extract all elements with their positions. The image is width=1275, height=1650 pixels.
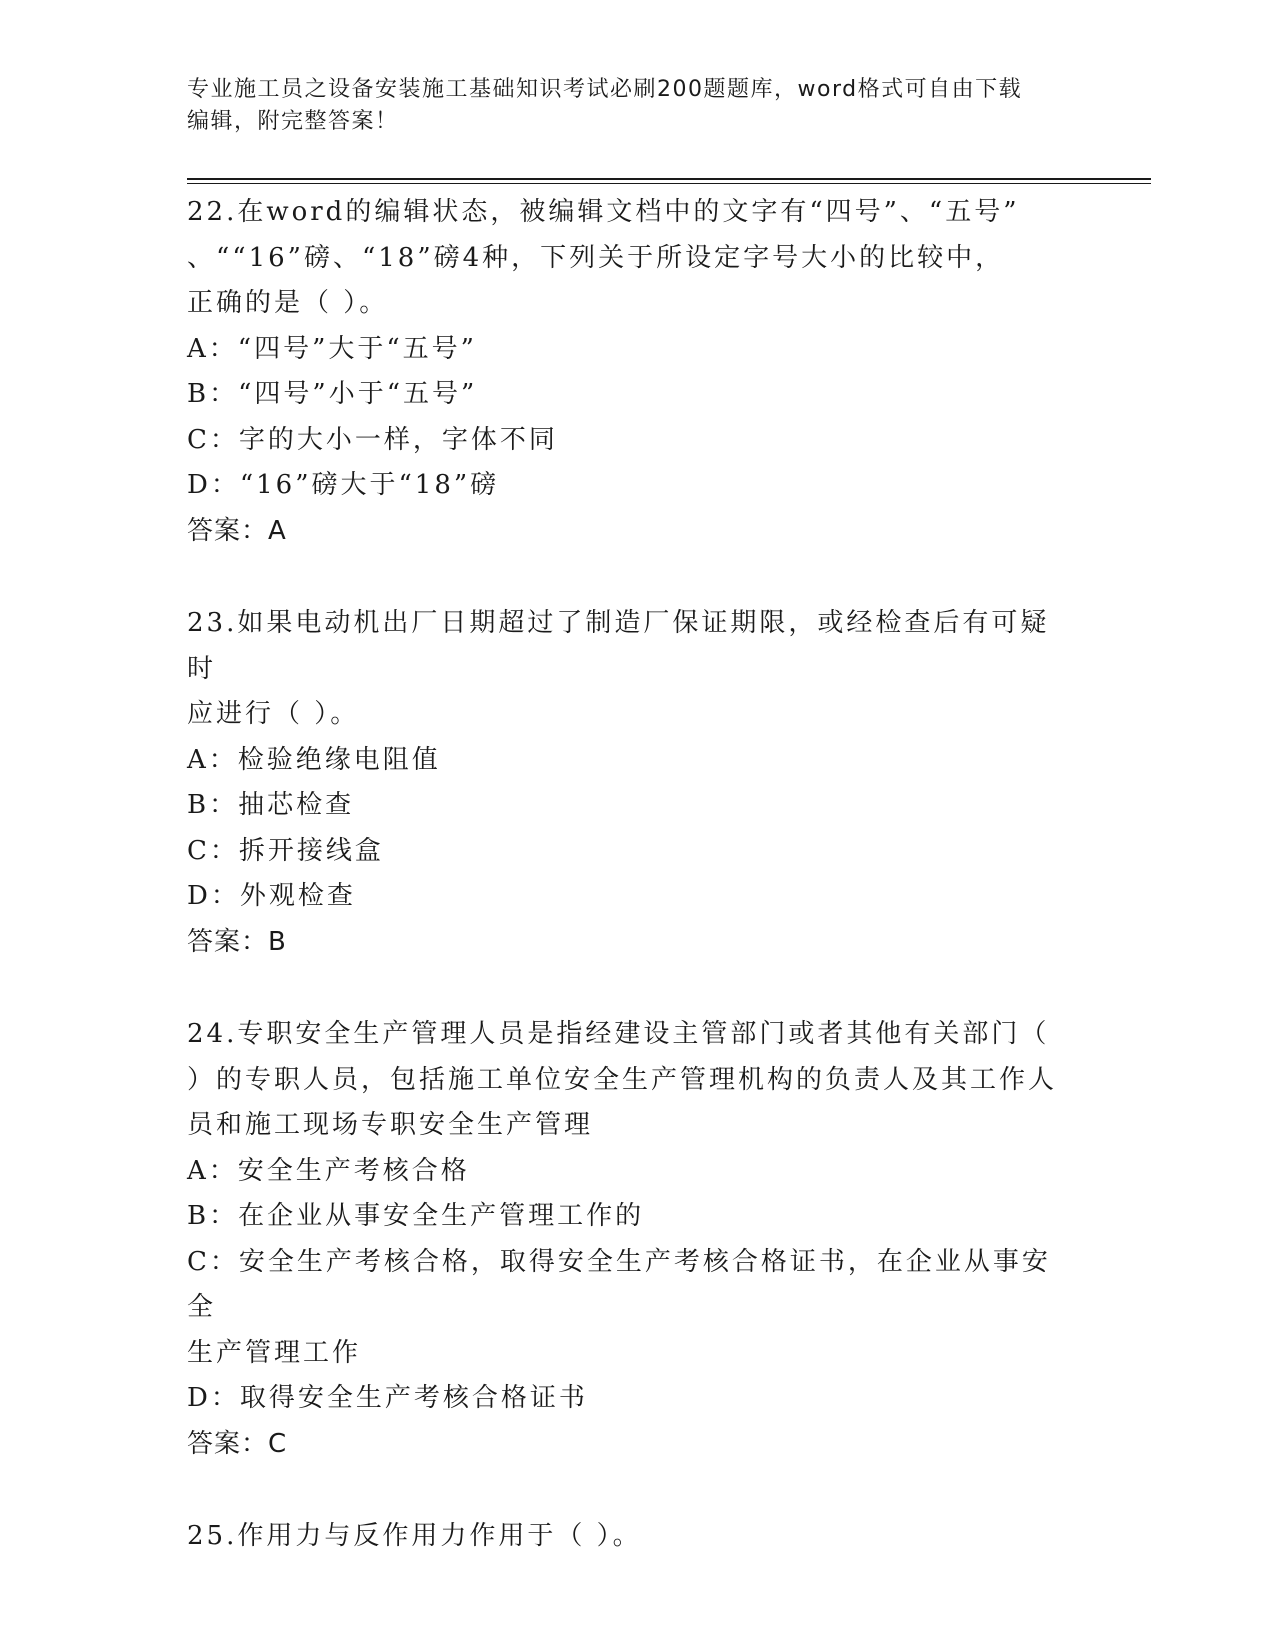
option-c-continued: 生产管理工作	[187, 1337, 362, 1368]
option-a: A：“四号”大于“五号”	[187, 333, 477, 364]
document-header	[187, 74, 1067, 138]
option-d: D：取得安全生产考核合格证书	[187, 1383, 588, 1413]
question-stem-line: 22.在word的编辑状态，被编辑文档中的文字有“四号”、“五号”	[187, 197, 1020, 227]
option-b: B：“四号”小于“五号”	[187, 379, 478, 409]
option-c: C：字的大小一样，字体不同	[187, 424, 558, 455]
answer-line: 答案：C	[187, 1428, 288, 1459]
answer-line: 答案：A	[187, 515, 287, 546]
question-25	[187, 1514, 1077, 1560]
header-line-2: 编辑，附完整答案！	[187, 109, 399, 134]
option-a: A：安全生产考核合格	[187, 1155, 470, 1186]
question-stem-line: 24.专职安全生产管理人员是指经建设主管部门或者其他有关部门（	[187, 1019, 1050, 1049]
question-stem-line: 25.作用力与反作用力作用于（ ）。	[187, 1521, 642, 1551]
question-stem-line: 员和施工现场专职安全生产管理	[187, 1110, 594, 1140]
question-stem-line: 正确的是（ ）。	[187, 288, 389, 318]
question-stem-line: 、““16”磅、“18”磅4种，下列关于所设定字号大小的比较中，	[187, 242, 1005, 273]
header-divider-thick	[187, 178, 1151, 180]
header-line-1: 专业施工员之设备安装施工基础知识考试必刷200题题库，word格式可自由下载	[187, 77, 1023, 102]
question-list	[187, 190, 1077, 1607]
option-d: D：“16”磅大于“18”磅	[187, 470, 500, 500]
answer-line: 答案：B	[187, 926, 287, 957]
header-divider-thin	[187, 183, 1151, 184]
question-23	[187, 601, 1077, 965]
option-d: D：外观检查	[187, 881, 356, 911]
option-c: C：拆开接线盒	[187, 835, 384, 866]
option-c: C：安全生产考核合格，取得安全生产考核合格证书，在企业从事安全	[187, 1246, 1051, 1322]
question-22	[187, 190, 1077, 554]
option-a: A：检验绝缘电阻值	[187, 744, 441, 775]
option-b: B：抽芯检查	[187, 790, 355, 820]
question-stem-line: 应进行（ ）。	[187, 699, 360, 729]
question-24	[187, 1012, 1077, 1467]
question-stem-line: ）的专职人员，包括施工单位安全生产管理机构的负责人及其工作人	[187, 1064, 1058, 1095]
question-stem-line: 23.如果电动机出厂日期超过了制造厂保证期限，或经检查后有可疑时	[187, 608, 1050, 684]
option-b: B：在企业从事安全生产管理工作的	[187, 1201, 645, 1231]
